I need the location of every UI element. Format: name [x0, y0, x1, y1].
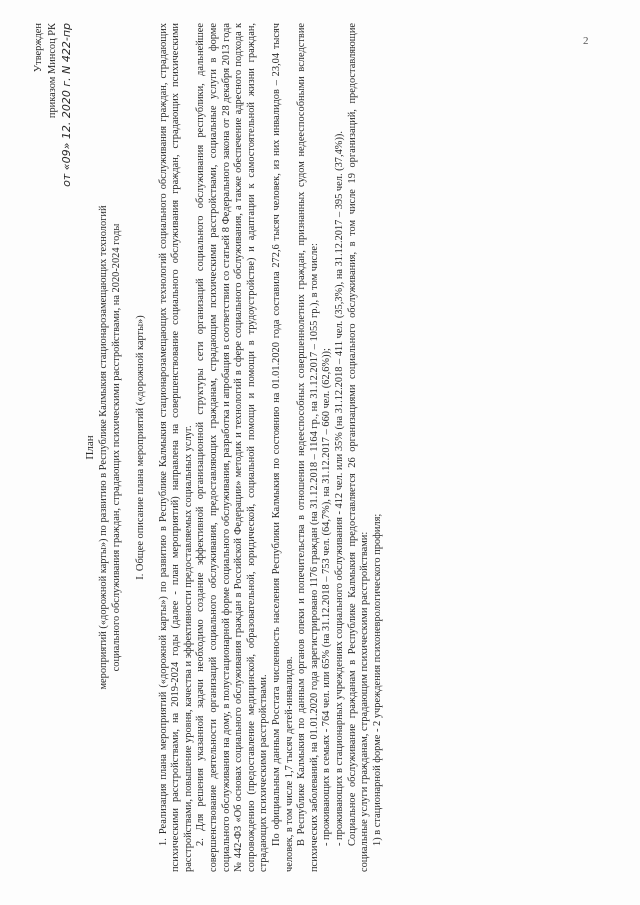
- paragraph-1: 1. Реализация плана мероприятий («дорожной карты») по развитию в Республике Калмыкия стационарозамещающих технологий социального обслуживания граждан, страдающих психическими расстройствами, на 2019-2024 годы (далее - план мероприятий) направлена на совершенствование социального обслуживания граждан, страдающих психическими расстройствами, повышение уровня, качества и эффективности предоставляемых социальных услуг.: [157, 23, 194, 872]
- paragraph-5: Социальное обслуживание гражданам в Республике Калмыкия предоставляется 26 организациями социального обслуживания, в том числе 19 организаций, предоставляющие социальные услуги гражданам, страдающим психическими расстройствами:: [346, 23, 371, 872]
- title-line-3: социального обслуживания граждан, страдающих психическими расстройствами, на 2020-2024 годы: [111, 223, 122, 672]
- approval-line-1: Утвержден: [33, 23, 44, 73]
- approval-block: [32, 23, 74, 872]
- title-line-2: мероприятий («дорожной карты») по развитию в Республике Калмыкия стационарозамещающих технологий: [98, 205, 109, 690]
- document-title: [84, 23, 123, 872]
- approval-line-2: приказом Минсоц РК: [47, 23, 58, 119]
- list-item-institutions: - проживающих в стационарных учреждениях социального обслуживания - 412 чел. или 35% (на 31.12.2018 – 411 чел. (35,3%), на 31.12.2017 – 395 чел. (37,4%)).: [333, 131, 345, 846]
- paragraph-4: В Республике Калмыкия по данным органов опеки и попечительства в отношении недееспособных совершеннолетних граждан, признанных судом недееспособными вследствие психических заболеваний, на 01.01.2020 года зарегистрировано 1176 граждан (на 31.12.2018 – 1164 гр., на 31.12.2017 – 1055 гр.), в том числе:: [296, 23, 320, 872]
- paragraph-6: 1) в стационарной форме - 2 учреждения психоневрологического профиля;: [371, 513, 383, 846]
- section-heading: I. Общее описание плана мероприятий («дорожной карты»): [135, 315, 146, 580]
- page-number: 2: [583, 35, 589, 47]
- list-item-families: - проживающих в семьях - 764 чел. или 65% (на 31.12.2018 – 753 чел. (64,7%), на 31.12.2017 – 660 чел. (62,6%));: [321, 348, 333, 846]
- paragraph-3: По официальным данным Росстата численность населения Республики Калмыкия по состоянию на 01.01.2020 года составила 272,6 тысяч человек, из них инвалидов – 23,04 тысяч человек, в том числе 1,7 тысяч детей-инвалидов.: [270, 23, 295, 872]
- title-line-1: План: [84, 435, 96, 460]
- document-body: [28, 15, 628, 880]
- approval-line-3: от «09» 12. 2020 г. N 422-пр: [60, 23, 73, 187]
- paragraph-2: 2. Для решения указанной задачи необходимо создание эффективной организационной структуры сети организаций социального обслуживания республики, дальнейшее совершенствование деятельности организаций социального обслуживания, предоставляющих гражданам, страдающим психическими расстройствами, социальные услуги в форме социального обслуживания на дому, в полустационарной форме социального обслуживания, разработка и апробация в соответствии со статьей 8 Федерального закона от 28 декабря 2013 года № 442-ФЗ «Об основах социального обслуживания граждан в Российской Федерации» методик и технологий в сфере социального обслуживания, а также обеспечение адресного подхода к сопровождению (предоставление медицинской, образовательной, юридической, социальной помощи и помощи в трудоустройстве) и адаптации к самостоятельной жизни граждан, страдающих психическими расстройствами.: [195, 23, 270, 872]
